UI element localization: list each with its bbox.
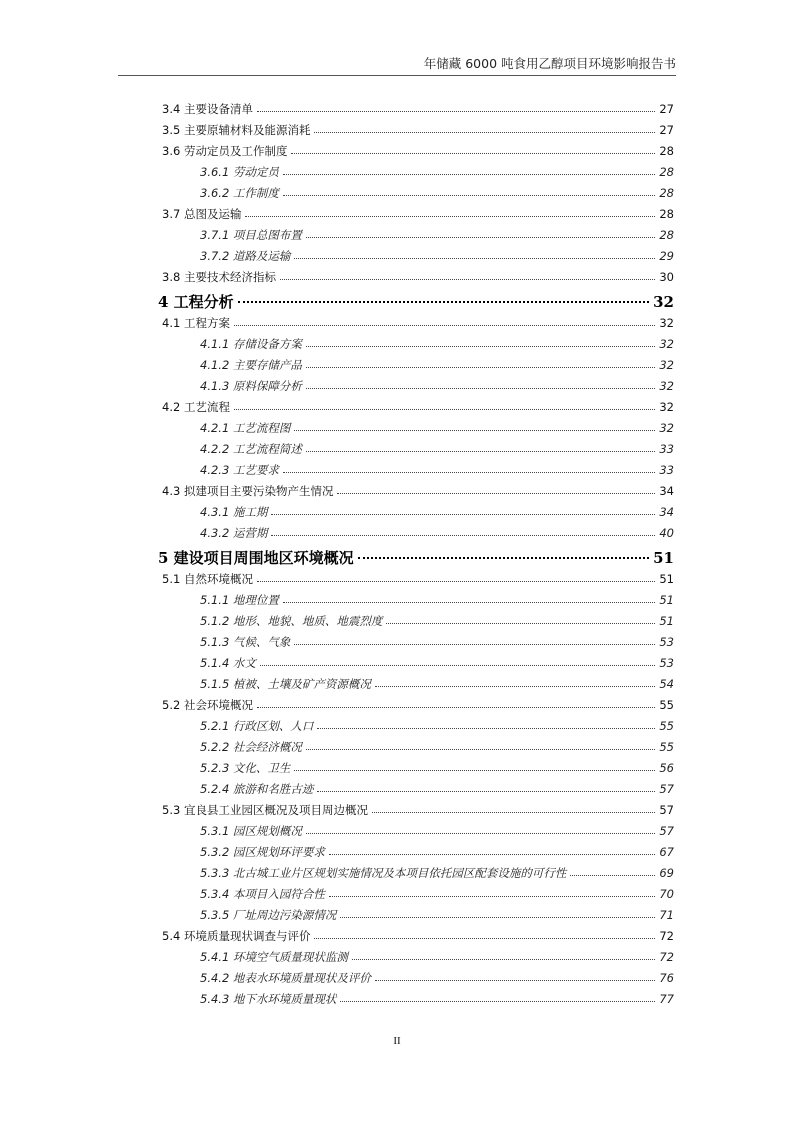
dot-leader	[283, 602, 655, 603]
dot-leader	[306, 367, 655, 368]
toc-entry-title: 5.2.4 旅游和名胜古迹	[200, 782, 314, 796]
toc-entry-page: 32	[659, 358, 674, 372]
dot-leader	[294, 644, 655, 645]
toc-entry[interactable]	[158, 880, 674, 901]
toc-entry[interactable]	[158, 351, 674, 372]
toc-entry[interactable]	[158, 221, 674, 242]
toc-entry-title: 4.1 工程方案	[162, 316, 230, 330]
toc-entry[interactable]	[158, 242, 674, 263]
toc-entry[interactable]	[158, 922, 674, 943]
toc-entry-title: 5.2.2 社会经济概况	[200, 740, 302, 754]
dot-leader	[257, 581, 655, 582]
toc-entry-page: 51	[659, 593, 674, 607]
toc-entry-title: 4.1.3 原料保障分析	[200, 379, 302, 393]
dot-leader	[245, 216, 655, 217]
toc-entry-page: 71	[659, 908, 674, 922]
toc-entry-title: 5 建设项目周围地区环境概况	[158, 549, 354, 567]
toc-entry-title: 3.5 主要原辅材料及能源消耗	[162, 123, 311, 137]
toc-entry-page: 32	[659, 400, 674, 414]
dot-leader	[314, 938, 655, 939]
dot-leader	[234, 409, 655, 410]
toc-entry[interactable]	[158, 733, 674, 754]
dot-leader	[570, 875, 655, 876]
toc-entry[interactable]	[158, 330, 674, 351]
document-title: 年储藏 6000 吨食用乙醇项目环境影响报告书	[423, 56, 676, 71]
dot-leader	[271, 535, 655, 536]
toc-entry-title: 5.1.5 植被、土壤及矿产资源概况	[200, 677, 371, 691]
dot-leader	[386, 623, 655, 624]
toc-entry-page: 32	[653, 293, 674, 311]
toc-entry[interactable]	[158, 179, 674, 200]
toc-entry[interactable]	[158, 712, 674, 733]
toc-entry-page: 34	[659, 505, 674, 519]
dot-leader	[294, 258, 655, 259]
toc-entry[interactable]	[158, 628, 674, 649]
toc-entry[interactable]	[158, 263, 674, 284]
toc-entry-page: 28	[659, 144, 674, 158]
toc-entry-page: 69	[659, 866, 674, 880]
toc-entry-title: 4.3 拟建项目主要污染物产生情况	[162, 484, 334, 498]
dot-leader	[306, 833, 655, 834]
toc-entry-title: 4.2.1 工艺流程图	[200, 421, 291, 435]
toc-entry-page: 54	[659, 677, 674, 691]
toc-entry-title: 3.7.1 项目总图布置	[200, 228, 302, 242]
toc-entry-title: 3.6.2 工作制度	[200, 186, 279, 200]
toc-entry-title: 5.3 宜良县工业园区概况及项目周边概况	[162, 803, 368, 817]
toc-entry-title: 5.3.5 厂址周边污染源情况	[200, 908, 337, 922]
toc-entry[interactable]	[158, 649, 674, 670]
toc-entry-page: 70	[659, 887, 674, 901]
toc-entry-title: 5.4.2 地表水环境质量现状及评价	[200, 971, 371, 985]
dot-leader	[306, 237, 655, 238]
dot-leader	[271, 514, 655, 515]
toc-entry-title: 4.1.1 存储设备方案	[200, 337, 302, 351]
toc-entry[interactable]	[158, 158, 674, 179]
toc-entry-title: 5.4.3 地下水环境质量现状	[200, 992, 337, 1006]
toc-entry-title: 4.1.2 主要存储产品	[200, 358, 302, 372]
dot-leader	[329, 896, 655, 897]
toc-entry-page: 28	[659, 186, 674, 200]
toc-entry-title: 3.8 主要技术经济指标	[162, 270, 276, 284]
dot-leader	[340, 1001, 655, 1002]
toc-entry[interactable]	[158, 670, 674, 691]
toc-entry-page: 34	[659, 484, 674, 498]
dot-leader	[260, 665, 655, 666]
toc-entry[interactable]	[158, 838, 674, 859]
toc-entry-page: 28	[659, 207, 674, 221]
dot-leader	[337, 493, 655, 494]
toc-entry-title: 5.3.3 北古城工业片区规划实施情况及本项目依托园区配套设施的可行性	[200, 866, 567, 880]
toc-entry-title: 5.1.2 地形、地貌、地质、地震烈度	[200, 614, 383, 628]
toc-entry-title: 3.7.2 道路及运输	[200, 249, 291, 263]
dot-leader	[306, 388, 655, 389]
toc-entry-page: 28	[659, 228, 674, 242]
toc-entry-page: 51	[659, 614, 674, 628]
header-divider	[118, 75, 676, 76]
toc-entry[interactable]	[158, 943, 674, 964]
toc-entry[interactable]	[158, 859, 674, 880]
toc-entry[interactable]	[158, 964, 674, 985]
toc-entry-page: 72	[659, 950, 674, 964]
toc-entry-title: 5.3.2 园区规划环评要求	[200, 845, 325, 859]
toc-entry-page: 53	[659, 635, 674, 649]
toc-entry-title: 3.4 主要设备清单	[162, 102, 253, 116]
dot-leader	[283, 195, 655, 196]
toc-entry-title: 3.6.1 劳动定员	[200, 165, 279, 179]
toc-entry-page: 67	[659, 845, 674, 859]
toc-entry[interactable]	[158, 372, 674, 393]
toc-entry-title: 5.3.1 园区规划概况	[200, 824, 302, 838]
toc-entry-title: 5.2 社会环境概况	[162, 698, 253, 712]
toc-entry-page: 40	[659, 526, 674, 540]
dot-leader	[294, 430, 655, 431]
toc-entry-page: 57	[659, 803, 674, 817]
toc-entry-page: 27	[659, 123, 674, 137]
toc-entry[interactable]	[158, 137, 674, 158]
toc-chapter-entry[interactable]	[158, 540, 674, 565]
toc-entry-page: 29	[659, 249, 674, 263]
toc-entry-title: 4.3.1 施工期	[200, 505, 268, 519]
dot-leader	[280, 279, 655, 280]
toc-entry-page: 56	[659, 761, 674, 775]
toc-entry[interactable]	[158, 754, 674, 775]
toc-entry-title: 4.2 工艺流程	[162, 400, 230, 414]
dot-leader	[234, 325, 655, 326]
dot-leader	[317, 791, 655, 792]
toc-entry-title: 5.2.1 行政区划、人口	[200, 719, 314, 733]
toc-entry-page: 30	[659, 270, 674, 284]
dot-leader	[375, 686, 655, 687]
toc-entry[interactable]	[158, 775, 674, 796]
toc-entry-page: 32	[659, 337, 674, 351]
toc-chapter-entry[interactable]	[158, 284, 674, 309]
dot-leader	[283, 174, 655, 175]
toc-entry[interactable]	[158, 456, 674, 477]
dot-leader	[291, 153, 655, 154]
toc-entry-page: 32	[659, 316, 674, 330]
toc-entry-title: 5.4 环境质量现状调查与评价	[162, 929, 311, 943]
toc-entry[interactable]	[158, 95, 674, 116]
toc-entry-title: 5.3.4 本项目入园符合性	[200, 887, 325, 901]
dot-leader	[314, 132, 655, 133]
toc-entry[interactable]	[158, 498, 674, 519]
toc-entry[interactable]	[158, 586, 674, 607]
dot-leader	[329, 854, 655, 855]
toc-entry-title: 4.2.2 工艺流程简述	[200, 442, 302, 456]
toc-entry-title: 5.1.1 地理位置	[200, 593, 279, 607]
toc-entry[interactable]	[158, 519, 674, 540]
table-of-contents	[158, 95, 674, 1006]
toc-entry-page: 57	[659, 782, 674, 796]
toc-entry[interactable]	[158, 607, 674, 628]
toc-entry-title: 5.4.1 环境空气质量现状监测	[200, 950, 348, 964]
toc-entry-title: 3.7 总图及运输	[162, 207, 242, 221]
dot-leader	[352, 959, 655, 960]
toc-entry[interactable]	[158, 393, 674, 414]
toc-entry-page: 51	[653, 549, 674, 567]
dot-leader	[372, 812, 655, 813]
dot-leader	[306, 451, 655, 452]
dot-leader	[306, 346, 655, 347]
toc-entry-page: 32	[659, 379, 674, 393]
toc-entry-page: 72	[659, 929, 674, 943]
dot-leader	[257, 707, 655, 708]
dot-leader	[283, 472, 655, 473]
toc-entry[interactable]	[158, 796, 674, 817]
toc-entry-page: 28	[659, 165, 674, 179]
toc-entry-title: 5.1.3 气候、气象	[200, 635, 291, 649]
dot-leader	[306, 749, 655, 750]
toc-entry[interactable]	[158, 477, 674, 498]
toc-entry-page: 53	[659, 656, 674, 670]
toc-entry-page: 32	[659, 421, 674, 435]
toc-entry[interactable]	[158, 817, 674, 838]
toc-entry-page: 33	[659, 463, 674, 477]
toc-entry-title: 5.2.3 文化、卫生	[200, 761, 291, 775]
dot-leader	[375, 980, 655, 981]
toc-entry[interactable]	[158, 414, 674, 435]
toc-entry-title: 4.3.2 运营期	[200, 526, 268, 540]
toc-entry[interactable]	[158, 901, 674, 922]
page-number: II	[393, 1035, 401, 1047]
toc-entry[interactable]	[158, 435, 674, 456]
toc-entry-page: 33	[659, 442, 674, 456]
dot-leader	[294, 770, 655, 771]
toc-entry-page: 77	[659, 992, 674, 1006]
toc-entry[interactable]	[158, 565, 674, 586]
toc-entry[interactable]	[158, 200, 674, 221]
dot-leader	[238, 301, 649, 303]
toc-entry-title: 3.6 劳动定员及工作制度	[162, 144, 288, 158]
toc-entry-page: 55	[659, 740, 674, 754]
dot-leader	[358, 557, 649, 559]
toc-entry[interactable]	[158, 309, 674, 330]
dot-leader	[317, 728, 655, 729]
toc-entry-page: 57	[659, 824, 674, 838]
toc-entry-title: 4 工程分析	[158, 293, 234, 311]
dot-leader	[257, 111, 655, 112]
toc-entry-title: 5.1 自然环境概况	[162, 572, 253, 586]
toc-entry-title: 5.1.4 水文	[200, 656, 256, 670]
toc-entry-page: 27	[659, 102, 674, 116]
toc-entry-page: 76	[659, 971, 674, 985]
toc-entry[interactable]	[158, 985, 674, 1006]
toc-entry-page: 51	[659, 572, 674, 586]
toc-entry-page: 55	[659, 698, 674, 712]
toc-entry[interactable]	[158, 691, 674, 712]
toc-entry-page: 55	[659, 719, 674, 733]
toc-entry-title: 4.2.3 工艺要求	[200, 463, 279, 477]
dot-leader	[340, 917, 655, 918]
toc-entry[interactable]	[158, 116, 674, 137]
